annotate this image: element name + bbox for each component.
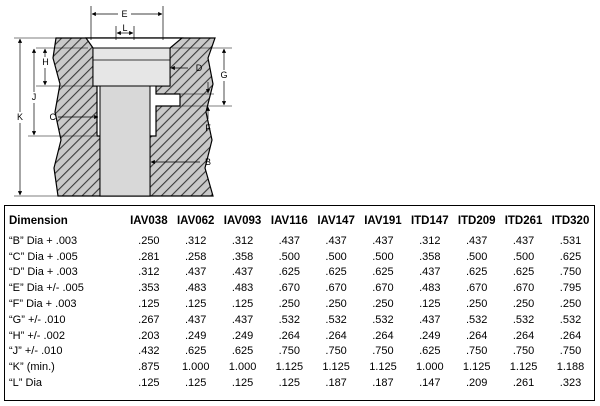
table-cell: .625 xyxy=(512,266,535,279)
table-cell: .249 xyxy=(419,329,441,342)
table-cell: .531 xyxy=(559,234,582,247)
dimension-table-box xyxy=(4,205,595,401)
table-cell: .437 xyxy=(419,313,441,326)
table-cell: .312 xyxy=(419,234,441,247)
table-cell: .267 xyxy=(138,313,160,326)
table-cell: .312 xyxy=(184,234,207,247)
table-cell: .750 xyxy=(325,345,347,358)
table-cell: .795 xyxy=(559,282,582,295)
table-cell: .750 xyxy=(372,345,394,358)
table-cell: .264 xyxy=(372,329,394,342)
table-cell: .125 xyxy=(231,376,254,389)
table-cell: 1.125 xyxy=(369,361,397,374)
table-cell: .750 xyxy=(559,266,582,279)
row-label: “B” Dia + .003 xyxy=(9,234,78,247)
row-label: “D” Dia + .003 xyxy=(9,266,78,279)
header-model: ITD209 xyxy=(457,215,496,227)
table-cell: .358 xyxy=(231,250,254,263)
table-cell: .670 xyxy=(325,282,347,295)
table-cell: .875 xyxy=(138,361,160,374)
table-cell: .250 xyxy=(278,297,301,310)
label-b: B xyxy=(204,157,212,167)
table-cell: .437 xyxy=(372,234,394,247)
header-model: IAV116 xyxy=(270,215,308,227)
table-cell: .532 xyxy=(278,313,301,326)
label-j: J xyxy=(31,92,37,102)
table-cell: .625 xyxy=(465,266,488,279)
table-cell: 1.000 xyxy=(416,361,444,374)
table-cell: .532 xyxy=(372,313,394,326)
table-cell: .625 xyxy=(559,250,582,263)
header-model: ITD147 xyxy=(410,215,449,227)
table-cell: 1.188 xyxy=(556,361,585,374)
table-cell: .437 xyxy=(419,266,441,279)
table-cell: .532 xyxy=(559,313,582,326)
table-cell: .670 xyxy=(465,282,488,295)
table-cell: .209 xyxy=(465,376,488,389)
table-cell: .147 xyxy=(419,376,441,389)
row-label: “C” Dia + .005 xyxy=(9,250,78,263)
table-cell: .250 xyxy=(465,297,488,310)
header-model: IAV038 xyxy=(130,215,168,227)
table-cell: .125 xyxy=(138,376,160,389)
table-cell: .250 xyxy=(138,234,160,247)
table-cell: .750 xyxy=(278,345,301,358)
label-h: H xyxy=(42,57,49,67)
table-cell: .625 xyxy=(184,345,207,358)
table-cell: .261 xyxy=(512,376,535,389)
row-label: “L” Dia xyxy=(9,376,43,389)
table-cell: .625 xyxy=(325,266,347,279)
table-cell: .532 xyxy=(465,313,488,326)
table-cell: .670 xyxy=(278,282,301,295)
header-model: IAV147 xyxy=(317,215,355,227)
table-cell: .250 xyxy=(559,297,582,310)
table-cell: .264 xyxy=(465,329,488,342)
table-cell: .187 xyxy=(372,376,394,389)
label-d: D xyxy=(195,63,203,73)
table-row xyxy=(9,329,594,345)
table-cell: .125 xyxy=(419,297,441,310)
label-c: C xyxy=(49,112,56,122)
table-row xyxy=(9,281,594,297)
table-cell: 1.125 xyxy=(509,361,538,374)
row-label: “K” (min.) xyxy=(9,361,55,374)
header-model: ITD320 xyxy=(551,215,590,227)
row-label: “E” Dia +/- .005 xyxy=(9,282,84,295)
table-cell: .500 xyxy=(325,250,347,263)
label-f: F xyxy=(205,123,211,133)
table-row xyxy=(9,313,594,329)
table-cell: .437 xyxy=(278,234,301,247)
table-cell: .532 xyxy=(325,313,347,326)
table-cell: .125 xyxy=(138,297,160,310)
table-cell: .323 xyxy=(559,376,582,389)
row-label: “G” +/- .010 xyxy=(9,313,66,326)
table-cell: .250 xyxy=(325,297,347,310)
table-cell: 1.000 xyxy=(181,361,210,374)
row-label: “J” +/- .010 xyxy=(9,345,63,358)
table-row xyxy=(9,344,594,360)
table-body xyxy=(9,230,594,392)
table-cell: .125 xyxy=(231,297,254,310)
header-dimension: Dimension xyxy=(9,215,68,227)
table-cell: .264 xyxy=(559,329,582,342)
table-cell: .258 xyxy=(184,250,207,263)
table-cell: .750 xyxy=(512,345,535,358)
label-k: K xyxy=(16,112,24,122)
table-cell: .437 xyxy=(184,313,207,326)
table-cell: .264 xyxy=(325,329,347,342)
header-model: IAV093 xyxy=(223,215,262,227)
insert-head xyxy=(93,48,170,86)
table-cell: .264 xyxy=(512,329,535,342)
table-cell: .670 xyxy=(512,282,535,295)
table-cell: .203 xyxy=(138,329,160,342)
table-cell: .437 xyxy=(512,234,535,247)
table-cell: .483 xyxy=(419,282,441,295)
table-cell: .437 xyxy=(184,266,207,279)
table-cell: 1.125 xyxy=(275,361,304,374)
table-cell: .532 xyxy=(512,313,535,326)
table-cell: .264 xyxy=(278,329,301,342)
table-cell: .750 xyxy=(465,345,488,358)
table-cell: .250 xyxy=(512,297,535,310)
dimension-table xyxy=(9,214,594,392)
table-cell: .250 xyxy=(372,297,394,310)
table-cell: .125 xyxy=(184,297,207,310)
table-cell: .483 xyxy=(231,282,254,295)
table-cell: .312 xyxy=(231,234,254,247)
table-cell: .437 xyxy=(231,266,254,279)
table-cell: .483 xyxy=(184,282,207,295)
table-cell: .358 xyxy=(419,250,441,263)
table-cell: .625 xyxy=(372,266,394,279)
table-cell: .625 xyxy=(419,345,441,358)
table-cell: .625 xyxy=(231,345,254,358)
table-cell: 1.125 xyxy=(462,361,491,374)
label-e: E xyxy=(121,9,128,19)
table-cell: .670 xyxy=(372,282,394,295)
table-cell: .750 xyxy=(559,345,582,358)
header-model: IAV191 xyxy=(364,215,402,227)
header-model: IAV062 xyxy=(176,215,215,227)
table-cell: 1.000 xyxy=(228,361,257,374)
table-cell: 1.125 xyxy=(322,361,350,374)
label-l: L xyxy=(122,23,128,33)
table-cell: .437 xyxy=(325,234,347,247)
table-header-row xyxy=(9,214,594,230)
table-cell: .353 xyxy=(138,282,160,295)
table-cell: .437 xyxy=(465,234,488,247)
table-row xyxy=(9,297,594,313)
table-cell: .249 xyxy=(184,329,207,342)
pilot-hole xyxy=(100,86,150,196)
table-cell: .500 xyxy=(465,250,488,263)
table-row xyxy=(9,250,594,266)
table-row xyxy=(9,230,594,250)
row-label: “H” +/- .002 xyxy=(9,329,65,342)
table-row xyxy=(9,376,594,392)
table-cell: .500 xyxy=(372,250,394,263)
table-cell: .125 xyxy=(278,376,301,389)
table-cell: .249 xyxy=(231,329,254,342)
table-cell: .432 xyxy=(138,345,160,358)
row-label: “F” Dia + .003 xyxy=(9,297,77,310)
table-cell: .312 xyxy=(138,266,160,279)
table-cell: .281 xyxy=(138,250,160,263)
table-cell: .187 xyxy=(325,376,347,389)
table-cell: .437 xyxy=(231,313,254,326)
table-cell: .500 xyxy=(512,250,535,263)
header-model: ITD261 xyxy=(504,215,543,227)
table-cell: .500 xyxy=(278,250,301,263)
table-cell: .625 xyxy=(278,266,301,279)
table-cell: .125 xyxy=(184,376,207,389)
table-row xyxy=(9,265,594,281)
table-row xyxy=(9,360,594,376)
label-g: G xyxy=(220,70,228,80)
